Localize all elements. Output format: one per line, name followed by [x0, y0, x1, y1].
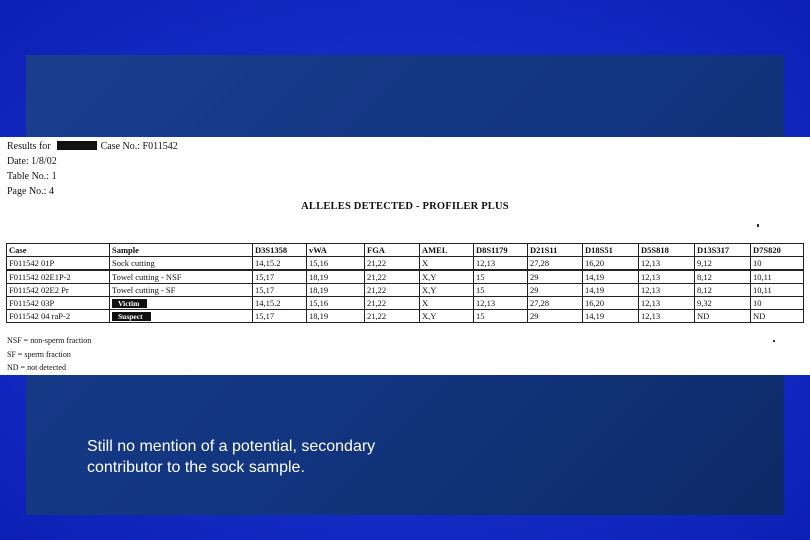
caption-line: Still no mention of a potential, secondary — [87, 438, 376, 455]
case-cell: F011542 01P — [7, 257, 110, 271]
document-title: ALLELES DETECTED - PROFILER PLUS — [301, 201, 509, 212]
alleles-table — [6, 243, 804, 323]
allele-cell: 14,19 — [583, 310, 639, 323]
allele-cell: 27,28 — [528, 297, 583, 310]
allele-cell: 15,17 — [253, 284, 307, 297]
suspect-label: Suspect — [112, 312, 151, 321]
legend-nsf: NSF = non-sperm fraction — [7, 336, 92, 345]
scanned-document — [0, 137, 810, 375]
allele-cell: 29 — [528, 270, 583, 284]
allele-cell: 12,13 — [639, 310, 695, 323]
case-number: Case No.: F011542 — [100, 141, 178, 152]
allele-cell: 9,32 — [695, 297, 751, 310]
redaction-bar — [57, 141, 97, 150]
allele-cell: 21,22 — [365, 297, 420, 310]
allele-cell: 15,16 — [307, 257, 365, 271]
case-cell: F011542 02E2 Pr — [7, 284, 110, 297]
scan-speck — [757, 224, 759, 227]
table-row — [7, 257, 804, 271]
table-row — [7, 284, 804, 297]
allele-cell: 10,11 — [751, 270, 804, 284]
column-header: D13S317 — [695, 244, 751, 257]
page-number: Page No.: 4 — [7, 186, 54, 197]
results-for-label: Results for — [7, 141, 51, 152]
caption-line: contributor to the sock sample. — [87, 459, 305, 476]
scan-speck — [773, 340, 775, 342]
table-row — [7, 310, 804, 323]
allele-cell: 15,17 — [253, 310, 307, 323]
column-header: D8S1179 — [474, 244, 528, 257]
column-header: D21S11 — [528, 244, 583, 257]
allele-cell: 8,12 — [695, 284, 751, 297]
results-for-line — [7, 141, 178, 153]
column-header: FGA — [365, 244, 420, 257]
allele-cell: X — [420, 297, 474, 310]
allele-cell: 21,22 — [365, 257, 420, 271]
sample-cell: Towel cutting - SF — [110, 284, 253, 297]
table-number: Table No.: 1 — [7, 171, 57, 182]
allele-cell: 14,19 — [583, 270, 639, 284]
column-header: vWA — [307, 244, 365, 257]
allele-cell: ND — [695, 310, 751, 323]
allele-cell: 14,15.2 — [253, 297, 307, 310]
allele-cell: 15,17 — [253, 270, 307, 284]
sample-cell: Sock cutting — [110, 257, 253, 271]
sample-cell — [110, 310, 253, 323]
column-header: D5S818 — [639, 244, 695, 257]
table-row — [7, 270, 804, 284]
allele-cell: 8,12 — [695, 270, 751, 284]
allele-cell: 29 — [528, 310, 583, 323]
allele-cell: 18,19 — [307, 270, 365, 284]
allele-cell: 14,19 — [583, 284, 639, 297]
column-header: Sample — [110, 244, 253, 257]
report-date: Date: 1/8/02 — [7, 156, 57, 167]
column-header: Case — [7, 244, 110, 257]
allele-cell: 12,13 — [639, 297, 695, 310]
allele-cell: 15,16 — [307, 297, 365, 310]
case-cell: F011542 04 raP-2 — [7, 310, 110, 323]
allele-cell: 15 — [474, 310, 528, 323]
case-cell: F011542 02E1P-2 — [7, 270, 110, 284]
allele-cell: 10 — [751, 257, 804, 271]
allele-cell: X,Y — [420, 270, 474, 284]
allele-cell: 18,19 — [307, 310, 365, 323]
allele-cell: 10,11 — [751, 284, 804, 297]
allele-cell: 21,22 — [365, 284, 420, 297]
allele-cell: 16,20 — [583, 257, 639, 271]
column-header: D3S1358 — [253, 244, 307, 257]
case-cell: F011542 03P — [7, 297, 110, 310]
allele-cell: X,Y — [420, 310, 474, 323]
allele-cell: 12,13 — [639, 270, 695, 284]
allele-cell: 29 — [528, 284, 583, 297]
legend-sf: SF = sperm fraction — [7, 350, 71, 359]
allele-cell: X,Y — [420, 284, 474, 297]
allele-cell: ND — [751, 310, 804, 323]
column-header: D7S820 — [751, 244, 804, 257]
allele-cell: 15 — [474, 284, 528, 297]
column-header: D18S51 — [583, 244, 639, 257]
allele-cell: 14,15.2 — [253, 257, 307, 271]
allele-cell: 12,13 — [639, 284, 695, 297]
allele-cell: X — [420, 257, 474, 271]
allele-cell: 18,19 — [307, 284, 365, 297]
allele-cell: 15 — [474, 270, 528, 284]
sample-cell: Towel cutting - NSF — [110, 270, 253, 284]
sample-cell — [110, 297, 253, 310]
allele-cell: 12,13 — [639, 257, 695, 271]
table-row — [7, 297, 804, 310]
allele-cell: 27,28 — [528, 257, 583, 271]
column-header: AMEL — [420, 244, 474, 257]
victim-label: Victim — [112, 299, 147, 308]
allele-cell: 12,13 — [474, 297, 528, 310]
legend-nd: ND = not detected — [7, 363, 66, 372]
table-header-row — [7, 244, 804, 257]
allele-cell: 21,22 — [365, 270, 420, 284]
allele-cell: 16,20 — [583, 297, 639, 310]
allele-cell: 9,12 — [695, 257, 751, 271]
allele-cell: 10 — [751, 297, 804, 310]
allele-cell: 12,13 — [474, 257, 528, 271]
allele-cell: 21,22 — [365, 310, 420, 323]
slide-caption — [87, 436, 507, 478]
